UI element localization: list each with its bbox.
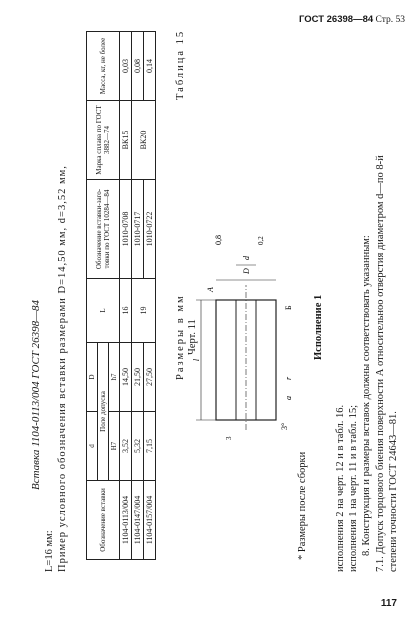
th-designation: Обозначение вставки bbox=[87, 481, 120, 560]
label-l: l bbox=[192, 358, 201, 362]
cell-D: 21,50 bbox=[132, 343, 144, 412]
cell-L: 19 bbox=[132, 279, 156, 343]
sizes-table bbox=[86, 31, 156, 560]
label-D: D bbox=[242, 268, 251, 274]
example-line-1: Пример условного обозначения вставки размерами D=14,50 мм, d=3,52 мм, bbox=[57, 165, 68, 572]
label-roughness-b: 0,2 bbox=[257, 236, 265, 245]
th-alloy: Марка сплава по ГОСТ 3882—74 bbox=[87, 101, 120, 180]
table-row bbox=[120, 32, 132, 560]
cell-alloy: ВК15 bbox=[120, 101, 132, 180]
label-roughness: 0,8 bbox=[214, 235, 223, 245]
cell-designation: 1104-0157/004 bbox=[144, 481, 156, 560]
cell-alloy: ВК20 bbox=[132, 101, 156, 180]
cell-designation: 1104-0113/004 bbox=[120, 481, 132, 560]
label-b: Б bbox=[284, 305, 293, 310]
cell-d: 3,52 bbox=[120, 412, 132, 481]
cell-blank: 1010-0717 bbox=[132, 180, 144, 279]
th-mass: Масса, кг, не более bbox=[87, 32, 120, 101]
th-H7: H7 bbox=[109, 412, 120, 481]
cell-mass: 0,03 bbox=[120, 32, 132, 101]
th-D: D bbox=[87, 343, 98, 412]
cell-d: 5,32 bbox=[132, 412, 144, 481]
cell-L: 16 bbox=[120, 279, 132, 343]
item-8: 8. Конструкция и размеры вставок должны соответствовать указанным: bbox=[361, 235, 372, 556]
cell-blank: 1010-0722 bbox=[144, 180, 156, 279]
cell-mass: 0,14 bbox=[144, 32, 156, 101]
figure-caption: Черт. 11 bbox=[187, 319, 198, 355]
insert-drawing bbox=[191, 200, 301, 460]
cell-blank: 1010-0708 bbox=[120, 180, 132, 279]
item-7-1: 7.1. Допуск торцового биения поверхности А относительноо отверстия диаметром d—по 8-й bbox=[375, 155, 386, 572]
cell-mass: 0,08 bbox=[132, 32, 144, 101]
variant-caption: Исполнение 1 bbox=[313, 294, 324, 360]
dims-title: Размеры в мм bbox=[175, 294, 186, 380]
page-number: 117 bbox=[380, 598, 397, 609]
cell-D: 14,50 bbox=[120, 343, 132, 412]
label-d: d bbox=[242, 256, 251, 260]
table-row bbox=[132, 32, 144, 560]
example-designation: Вставка 1104-0113/004 ГОСТ 26398—84 bbox=[30, 300, 42, 490]
th-L: L bbox=[87, 279, 120, 343]
label-r: r bbox=[284, 376, 293, 380]
label-A: A bbox=[206, 287, 215, 292]
item-8-a: исполнения 1 на черт. 11 и в табл. 15; bbox=[348, 404, 359, 572]
label-a: a bbox=[284, 396, 293, 400]
item-8-b: исполнения 2 на черт. 12 и в табл. 16. bbox=[335, 404, 346, 572]
table-title: Таблица 15 bbox=[175, 29, 186, 100]
th-h7: h7 bbox=[109, 343, 120, 412]
standard-number: ГОСТ 26398—84 bbox=[298, 14, 374, 25]
rotated-content bbox=[16, 5, 416, 580]
cell-designation: 1104-0147/004 bbox=[132, 481, 144, 560]
page-label: Стр. 53 bbox=[375, 15, 405, 25]
example-line-2: L=16 мм: bbox=[44, 530, 55, 572]
item-7-1-cont: степени точности ГОСТ 24643—81. bbox=[388, 411, 399, 572]
footnote: * Размеры после сборки bbox=[297, 451, 308, 560]
th-d: d bbox=[87, 412, 98, 481]
cell-D: 27,50 bbox=[144, 343, 156, 412]
cell-d: 7,15 bbox=[144, 412, 156, 481]
th-tolerance: Поле допуска bbox=[98, 343, 109, 481]
th-blank: Обозначение вставки-заго-товки по ГОСТ 10284—84 bbox=[87, 180, 120, 279]
label-three: 3 bbox=[225, 436, 233, 440]
label-angle: 3° bbox=[280, 422, 289, 430]
